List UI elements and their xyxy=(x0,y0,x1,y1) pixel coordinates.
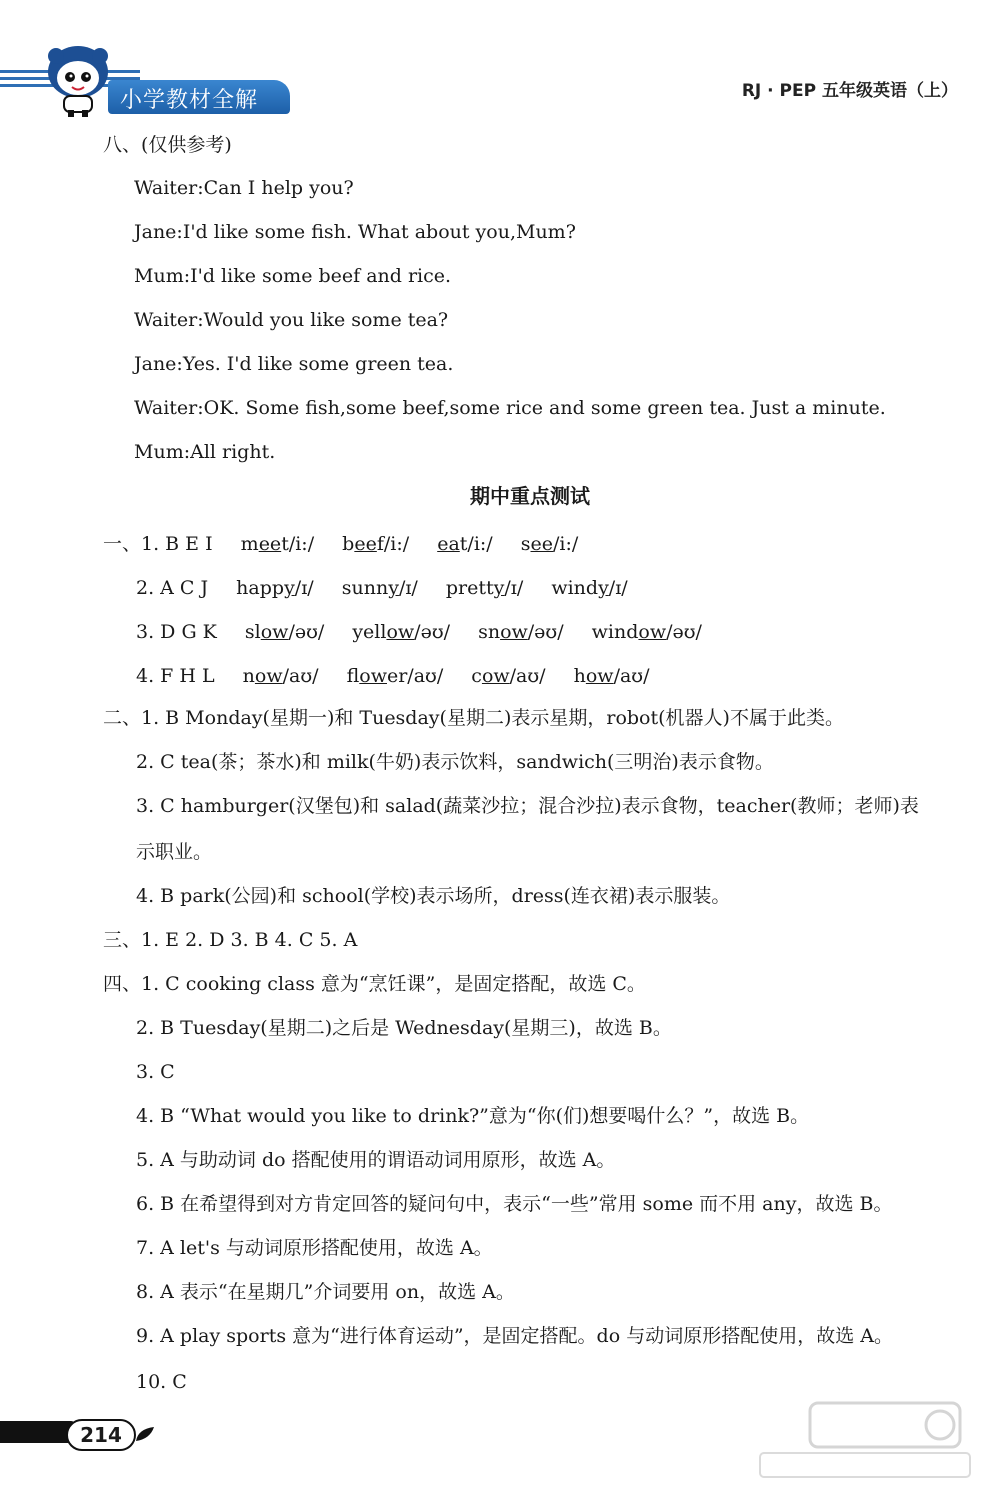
dialogue-line: Waiter:Would you like some tea? xyxy=(134,309,449,331)
answer-line: 三、1. E 2. D 3. B 4. C 5. A xyxy=(103,929,358,951)
page-number: 214 xyxy=(66,1419,136,1451)
phonics-word: meet/i:/ xyxy=(240,533,315,555)
page-number-bar xyxy=(0,1421,75,1443)
phonics-row xyxy=(136,664,671,688)
answer-line: 二、1. B Monday(星期一)和 Tuesday(星期二)表示星期，robot(机器人)不属于此类。 xyxy=(103,707,844,729)
phonics-word: flower/aʊ/ xyxy=(346,665,444,687)
phonics-row xyxy=(136,576,650,600)
phonics-word: now/aʊ/ xyxy=(242,665,319,687)
phonics-word: pretty/ɪ/ xyxy=(445,577,524,599)
phonics-row xyxy=(136,620,724,644)
watermark-logo-icon xyxy=(740,1395,980,1480)
answer-line: 10. C xyxy=(136,1371,187,1393)
dialogue-line: Waiter:OK. Some fish,some beef,some rice and some green tea. Just a minute. xyxy=(134,397,886,419)
phonics-word: how/aʊ/ xyxy=(573,665,650,687)
phonics-label: 4. F H L xyxy=(136,665,215,687)
part4-prefix: 四、 xyxy=(103,973,142,995)
dialogue-line: Waiter:Can I help you? xyxy=(134,177,354,199)
answer-line: 8. A 表示“在星期几”介词要用 on，故选 A。 xyxy=(136,1281,515,1303)
phonics-word: see/i:/ xyxy=(520,533,579,555)
dialogue-line: Mum:All right. xyxy=(134,441,276,463)
answer-line: 3. C hamburger(汉堡包)和 salad(蔬菜沙拉；混合沙拉)表示食物，teacher(教师；老师)表 xyxy=(136,795,919,817)
answer-line: 示职业。 xyxy=(136,841,213,863)
phonics-word: snow/əʊ/ xyxy=(478,621,564,643)
midterm-title: 期中重点测试 xyxy=(470,484,590,508)
answer-line: 2. C tea(茶；茶水)和 milk(牛奶)表示饮料，sandwich(三明治)表示食物。 xyxy=(136,751,774,773)
answer-line: 2. B Tuesday(星期二)之后是 Wednesday(星期三)，故选 B。 xyxy=(136,1017,672,1039)
answer-line: 5. A 与助动词 do 搭配使用的谓语动词用原形，故选 A。 xyxy=(136,1149,616,1171)
brand-title: 小学教材全解 xyxy=(120,88,259,113)
answer-line: 3. C xyxy=(136,1061,175,1083)
section8-heading: 八、(仅供参考) xyxy=(103,134,232,156)
answer-line: 4. B “What would you like to drink?”意为“你(们)想要喝什么？”，故选 B。 xyxy=(136,1105,810,1127)
answer-line: 7. A let's 与动词原形搭配使用，故选 A。 xyxy=(136,1237,493,1259)
phonics-word: window/əʊ/ xyxy=(591,621,702,643)
phonics-label: 2. A C J xyxy=(136,577,209,599)
part2-prefix: 二、 xyxy=(103,707,142,729)
phonics-word: yellow/əʊ/ xyxy=(352,621,451,643)
part1-prefix: 一、 xyxy=(103,533,142,555)
leaf-icon xyxy=(134,1425,156,1443)
edition-label: RJ · PEP 五年级英语（上） xyxy=(741,81,958,101)
phonics-word: sunny/ɪ/ xyxy=(341,577,418,599)
phonics-label: 1. B E I xyxy=(141,533,213,555)
phonics-label: 3. D G K xyxy=(136,621,217,643)
page-header xyxy=(0,40,1000,120)
phonics-row xyxy=(103,532,600,556)
phonics-word: happy/ɪ/ xyxy=(236,577,314,599)
phonics-word: slow/əʊ/ xyxy=(244,621,325,643)
phonics-word: cow/aʊ/ xyxy=(471,665,546,687)
phonics-word: windy/ɪ/ xyxy=(551,577,628,599)
answer-line: 4. B park(公园)和 school(学校)表示场所，dress(连衣裙)表示服装。 xyxy=(136,885,731,907)
answer-line: 四、1. C cooking class 意为“烹饪课”，是固定搭配，故选 C。 xyxy=(103,973,646,995)
dialogue-line: Jane:I'd like some fish. What about you,Mum? xyxy=(134,221,576,243)
answer-line: 6. B 在希望得到对方肯定回答的疑问句中，表示“一些”常用 some 而不用 any，故选 B。 xyxy=(136,1193,893,1215)
phonics-word: beef/i:/ xyxy=(342,533,410,555)
dialogue-line: Mum:I'd like some beef and rice. xyxy=(134,265,452,287)
phonics-word: eat/i:/ xyxy=(437,533,493,555)
dialogue-line: Jane:Yes. I'd like some green tea. xyxy=(134,353,454,375)
answer-line: 9. A play sports 意为“进行体育运动”，是固定搭配。do 与动词原形搭配使用，故选 A。 xyxy=(136,1325,893,1347)
page-number-badge xyxy=(0,1415,160,1451)
mascot-icon xyxy=(42,42,114,118)
brand-banner xyxy=(108,80,290,114)
